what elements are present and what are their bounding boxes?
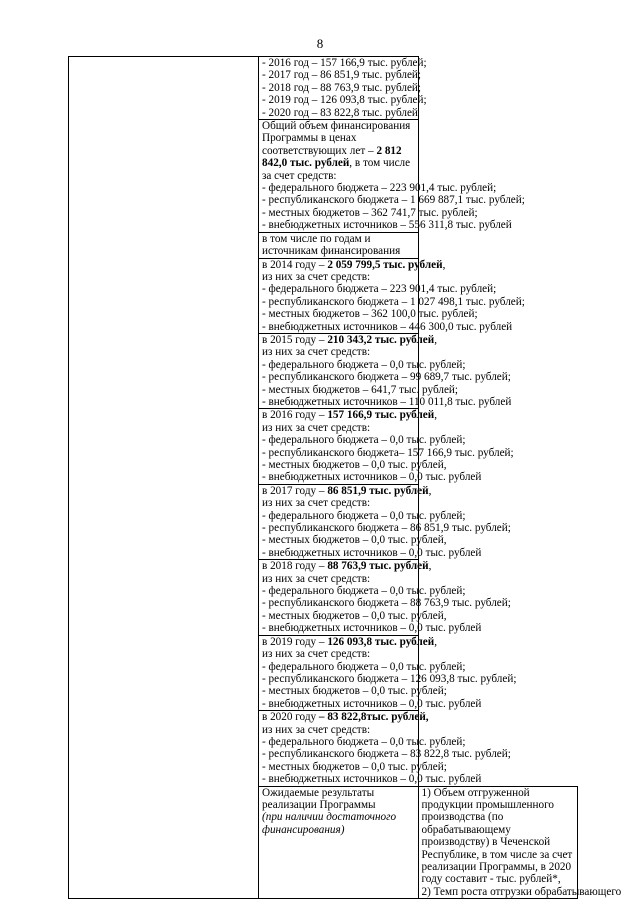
list-item: - республиканского бюджета– 157 166,9 тыс. рублей;: [262, 446, 514, 459]
total-pre: Общий объем финансирования Программы в ценах соответствующих лет –: [262, 120, 411, 157]
list-item: - местных бюджетов – 0,0 тыс. рублей;: [262, 685, 447, 698]
list-item: - местных бюджетов – 362 100,0 тыс. рублей;: [262, 308, 478, 321]
results-label-cell: [259, 786, 419, 899]
continued-years-cell: [259, 57, 427, 120]
year-subheading: из них за счет средств:: [262, 572, 371, 585]
year-subheading: из них за счет средств:: [262, 723, 371, 736]
list-item: - местных бюджетов – 362 741,7 тыс. рублей;: [262, 206, 478, 219]
results-note: финансирования): [262, 823, 345, 836]
results-text: 2) Темп роста отгрузки обрабатывающего: [421, 885, 622, 898]
results-text: 1) Объем отгруженной продукции промышленного производства (по обрабатывающему производству) в Чеченской Республике, в том числе за счет реализации Программы, в 2020 году составит - тыс. рублей*,: [421, 786, 573, 886]
list-item: - внебюджетных источников – 446 300,0 тыс. рублей: [262, 320, 513, 333]
year-heading: в 2015 году – 210 343,2 тыс. рублей,: [262, 333, 437, 346]
list-item: - республиканского бюджета – 1 669 887,1 тыс. рублей;: [262, 194, 525, 207]
year-cell-2019: [259, 635, 517, 710]
total-intro: [262, 120, 410, 182]
list-item: - местных бюджетов – 641,7 тыс. рублей;: [262, 383, 459, 396]
year-subheading: из них за счет средств:: [262, 421, 371, 434]
total-post: , в том числе за счет средств:: [262, 157, 411, 182]
year-subheading: из них за счет средств:: [262, 497, 371, 510]
total-amount: 2 812 842,0 тыс. рублей: [262, 144, 402, 170]
list-item: - федерального бюджета – 0,0 тыс. рублей;: [262, 434, 466, 447]
year-cell-2017: [259, 484, 511, 559]
list-item: - внебюджетных источников – 0,0 тыс. рублей: [262, 622, 482, 635]
results-label: Ожидаемые результаты: [262, 786, 375, 799]
year-heading: в 2014 году – 2 059 799,5 тыс. рублей,: [262, 258, 446, 271]
list-item: - республиканского бюджета – 88 763,9 тыс. рублей;: [262, 597, 511, 610]
page-number: 8: [316, 36, 324, 51]
list-item: - федерального бюджета – 223 901,4 тыс. рублей;: [262, 182, 497, 195]
list-item: - 2016 год – 157 166,9 тыс. рублей;: [262, 57, 427, 69]
list-item: - республиканского бюджета – 1 027 498,1 тыс. рублей;: [262, 295, 525, 308]
list-item: - внебюджетных источников – 0,0 тыс. рублей: [262, 773, 482, 786]
list-item: - внебюджетных источников – 0,0 тыс. рублей: [262, 546, 482, 559]
list-item: - внебюджетных источников – 0,0 тыс. рублей: [262, 697, 482, 710]
year-subheading: из них за счет средств:: [262, 346, 371, 359]
year-heading: в 2019 году – 126 093,8 тыс. рублей,: [262, 635, 437, 648]
list-item: - республиканского бюджета – 126 093,8 тыс. рублей;: [262, 672, 517, 685]
total-financing-cell: [259, 120, 525, 233]
list-item: - внебюджетных источников – 556 311,8 тыс. рублей: [262, 219, 512, 232]
list-item: - местных бюджетов – 0,0 тыс. рублей,: [262, 609, 447, 622]
year-cell-2015: [259, 333, 512, 408]
list-item: - 2020 год – 83 822,8 тыс. рублей: [262, 106, 418, 119]
list-item: - внебюджетных источников – 0,0 тыс. рублей: [262, 471, 482, 484]
results-label: реализации Программы: [262, 798, 376, 811]
year-cell-2018: [259, 560, 511, 635]
list-item: - республиканского бюджета – 86 851,9 тыс. рублей;: [262, 522, 511, 535]
label-cell-empty: [69, 57, 259, 899]
year-cell-2014: [259, 258, 525, 333]
by-years-header: в том числе по годам и источникам финансирования: [259, 232, 419, 258]
list-item: - 2017 год – 86 851,9 тыс. рублей;: [262, 69, 422, 82]
financing-table: [68, 56, 622, 899]
year-subheading: из них за счет средств:: [262, 648, 371, 661]
list-item: - федерального бюджета – 223 901,4 тыс. рублей;: [262, 283, 497, 296]
year-heading: в 2018 году – 88 763,9 тыс. рублей,: [262, 560, 432, 573]
year-heading: в 2017 году – 86 851,9 тыс. рублей,: [262, 484, 432, 497]
table-row: [69, 57, 578, 120]
list-item: - местных бюджетов – 0,0 тыс. рублей,: [262, 459, 447, 471]
list-item: - федерального бюджета – 0,0 тыс. рублей;: [262, 585, 466, 598]
list-item: - внебюджетных источников – 110 011,8 тыс. рублей: [262, 395, 512, 408]
year-cell-2016: [259, 409, 514, 484]
list-item: - республиканского бюджета – 99 689,7 тыс. рублей;: [262, 371, 511, 384]
year-heading: в 2020 году – 83 822,8тыс. рублей,: [262, 711, 429, 724]
list-item: - 2018 год – 88 763,9 тыс. рублей;: [262, 81, 422, 94]
year-heading: в 2016 году – 157 166,9 тыс. рублей,: [262, 409, 437, 422]
list-item: - республиканского бюджета – 83 822,8 тыс. рублей;: [262, 748, 511, 761]
list-item: - федерального бюджета – 0,0 тыс. рублей;: [262, 735, 466, 748]
list-item: - федерального бюджета – 0,0 тыс. рублей;: [262, 660, 466, 673]
list-item: - 2019 год – 126 093,8 тыс. рублей;: [262, 94, 427, 107]
year-subheading: из них за счет средств:: [262, 270, 371, 283]
results-text-cell: [418, 786, 622, 899]
list-item: - местных бюджетов – 0,0 тыс. рублей;: [262, 760, 447, 773]
list-item: - местных бюджетов – 0,0 тыс. рублей,: [262, 534, 447, 547]
list-item: - федерального бюджета – 0,0 тыс. рублей;: [262, 358, 466, 371]
year-cell-2020: [259, 711, 511, 786]
results-note: (при наличии достаточного: [262, 811, 397, 824]
list-item: - федерального бюджета – 0,0 тыс. рублей;: [262, 509, 466, 522]
